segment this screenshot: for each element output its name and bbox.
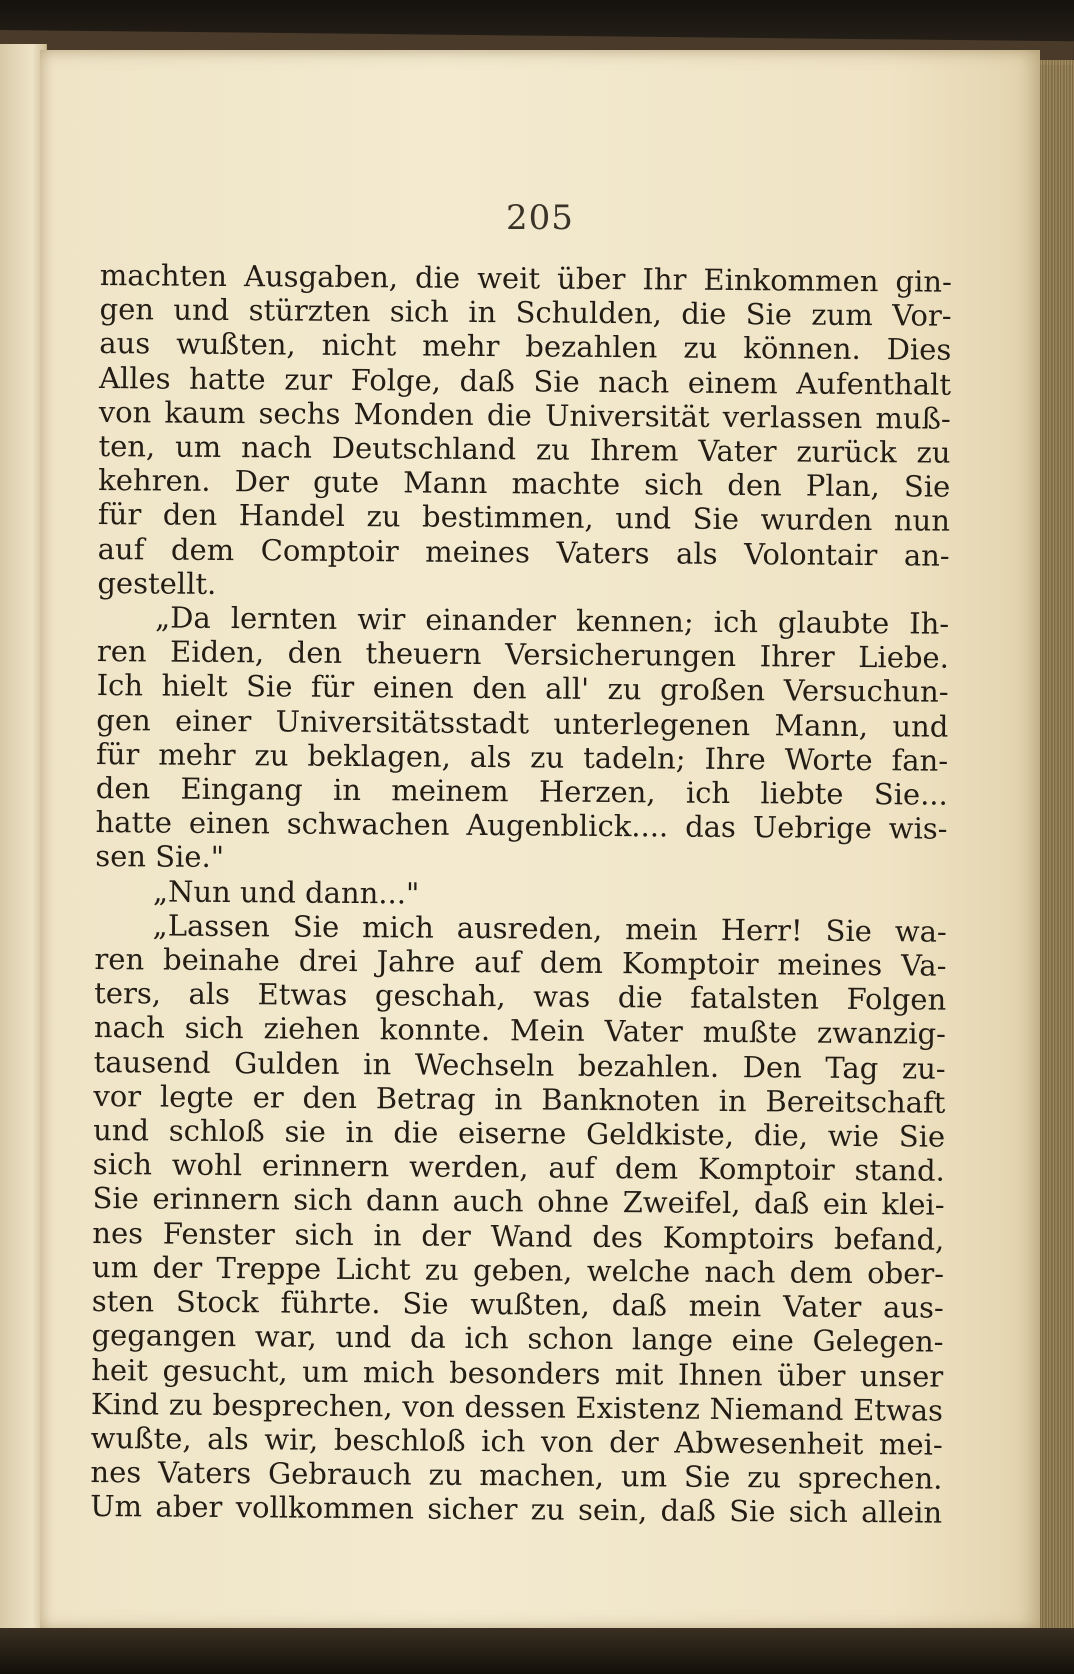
text-line: auf dem Comptoir meines Vaters als Volontair an- bbox=[97, 531, 950, 573]
text-line: nes Vaters Gebrauch zu machen, um Sie zu sprechen. bbox=[90, 1455, 943, 1496]
text-line: von kaum sechs Monden die Universität verlassen muß- bbox=[98, 394, 951, 436]
text-line: Um aber vollkommen sicher zu sein, daß Sie sich allein bbox=[90, 1489, 943, 1530]
text-line: Sie erinnern sich dann auch ohne Zweifel, daß ein klei- bbox=[92, 1181, 945, 1223]
text-line: nes Fenster sich in der Wand des Komptoirs befand, bbox=[92, 1215, 945, 1257]
text-line: wußte, als wir, beschloß ich von der Abwesenheit mei- bbox=[90, 1420, 943, 1462]
text-line: hatte einen schwachen Augenblick.... das Uebrige wis- bbox=[95, 805, 948, 846]
text-line: den Eingang in meinem Herzen, ich liebte Sie... bbox=[95, 771, 948, 812]
text-line: sen Sie." bbox=[95, 839, 225, 875]
text-line: für mehr zu beklagen, als zu tadeln; Ihre Worte fan- bbox=[95, 736, 949, 778]
text-line: Kind zu besprechen, von dessen Existenz Niemand Etwas bbox=[90, 1386, 944, 1428]
text-line: tausend Gulden in Wechseln bezahlen. Den Tag zu- bbox=[93, 1044, 946, 1086]
text-line: gen einer Universitätsstadt unterlegenen Mann, und bbox=[96, 702, 949, 744]
text-line: gen und stürzten sich in Schulden, die Sie zum Vor- bbox=[99, 292, 952, 333]
text-line: sich wohl erinnern werden, auf dem Komptoir stand. bbox=[92, 1147, 945, 1188]
text-line: heit gesucht, um mich besonders mit Ihnen über unser bbox=[91, 1352, 944, 1394]
text-line: gegangen war, und da ich schon lange eine Gelegen- bbox=[91, 1318, 944, 1359]
text-line: ren Eiden, den theuern Versicherungen Ihrer Liebe. bbox=[96, 634, 950, 675]
text-line: „Nun und dann..." bbox=[152, 874, 420, 911]
text-line: ten, um nach Deutschland zu Ihrem Vater zurück zu bbox=[98, 429, 951, 470]
text-line: gestellt. bbox=[97, 565, 217, 601]
text-line: Alles hatte zur Folge, daß Sie nach einem Aufenthalt bbox=[98, 360, 952, 402]
text-line: aus wußten, nicht mehr bezahlen zu können. Dies bbox=[99, 326, 952, 368]
text-line: ters, als Etwas geschah, was die fatalsten Folgen bbox=[94, 976, 947, 1017]
text-line: vor legte er den Betrag in Banknoten in Bereitschaft bbox=[93, 1078, 946, 1120]
page-number: 205 bbox=[506, 198, 574, 238]
text-line: ren beinahe drei Jahre auf dem Komptoir meines Va- bbox=[94, 942, 947, 983]
body-text bbox=[90, 258, 952, 1530]
book-page bbox=[40, 50, 1040, 1630]
text-line: und schloß sie in die eiserne Geldkiste, die, wie Sie bbox=[93, 1113, 946, 1154]
text-line: sten Stock führte. Sie wußten, daß mein Vater aus- bbox=[91, 1284, 944, 1325]
text-line: kehren. Der gute Mann machte sich den Plan, Sie bbox=[98, 463, 951, 504]
text-line: machten Ausgaben, die weit über Ihr Einkommen gin- bbox=[99, 258, 952, 299]
paragraph bbox=[90, 908, 947, 1530]
background-bottom bbox=[0, 1628, 1074, 1674]
text-line: Ich hielt Sie für einen den all' zu großen Versuchun- bbox=[96, 668, 949, 710]
text-line: „Lassen Sie mich ausreden, mein Herr! Sie wa- bbox=[152, 908, 947, 949]
paragraph bbox=[97, 258, 952, 607]
text-line: für den Handel zu bestimmen, und Sie wurden nun bbox=[97, 497, 951, 539]
text-line: „Da lernten wir einander kennen; ich glaubte Ih- bbox=[155, 600, 950, 641]
text-line: nach sich ziehen konnte. Mein Vater mußte zwanzig- bbox=[93, 1010, 947, 1052]
text-line: um der Treppe Licht zu geben, welche nach dem ober- bbox=[91, 1249, 945, 1291]
paragraph bbox=[95, 600, 949, 880]
